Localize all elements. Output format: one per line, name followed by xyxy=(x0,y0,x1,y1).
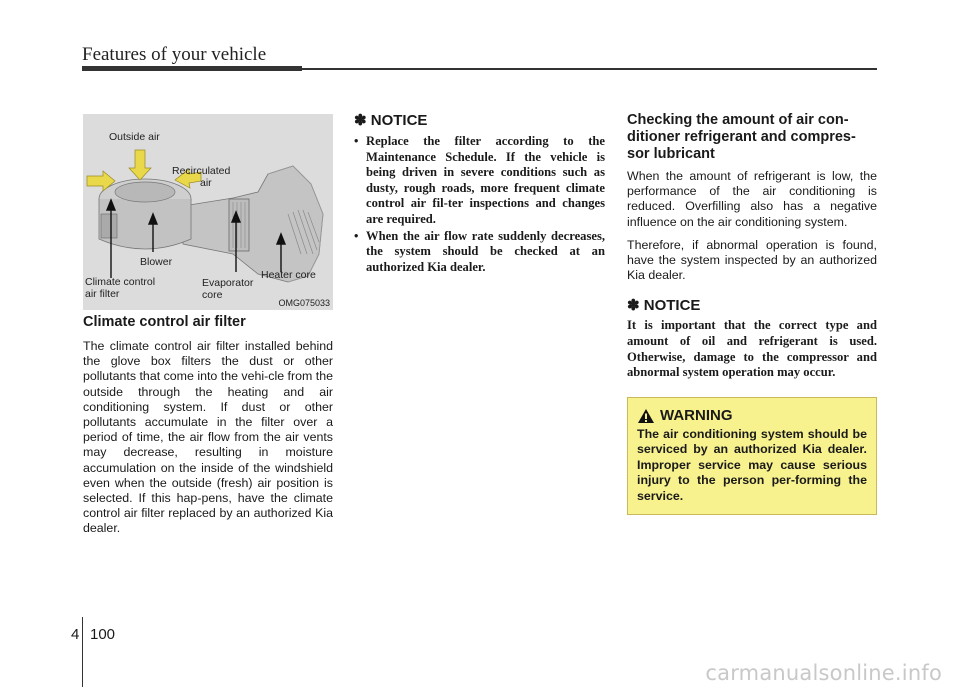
notice-title: ✽ NOTICE xyxy=(354,112,428,129)
notice-item: • Replace the filter according to the Maintenance Schedule. If the vehicle is being driven in severe conditions such as dusty, rough roads, more frequent climate control air fil-ter inspections and changes are required. xyxy=(354,134,605,228)
label-evaporator-line2: core xyxy=(202,289,223,301)
refrigerant-paragraph-2: Therefore, if abnormal operation is found, have the system inspected by an authorized Kia dealer. xyxy=(627,237,877,283)
watermark: carmanualsonline.info xyxy=(705,661,942,685)
air-filter-heading: Climate control air filter xyxy=(83,314,246,330)
notice-list xyxy=(354,134,605,275)
warning-box xyxy=(627,397,877,515)
warning-header xyxy=(637,407,867,424)
page-header-title: Features of your vehicle xyxy=(82,44,267,65)
notice-2-title: ✽ NOTICE xyxy=(627,297,701,315)
label-recirculated-line1: Recirculated xyxy=(172,165,231,177)
column-2 xyxy=(354,112,605,276)
label-evaporator-line1: Evaporator xyxy=(202,277,254,289)
label-filter-line2: air filter xyxy=(85,288,120,300)
figure-code: OMG075033 xyxy=(278,298,330,308)
column-1 xyxy=(83,314,333,545)
label-blower: Blower xyxy=(140,256,173,268)
label-outside-air: Outside air xyxy=(109,131,160,143)
notice-2-text: It is important that the correct type and amount of oil and refrigerant is used. Otherwise, damage to the compressor and abnormal system operation may occur. xyxy=(627,318,877,380)
chapter-number: 4 xyxy=(71,626,80,643)
page-number: 100 xyxy=(90,626,116,643)
label-recirculated-line2: air xyxy=(200,177,212,189)
warning-triangle-icon xyxy=(637,408,655,424)
column-3 xyxy=(627,112,877,381)
warning-title: WARNING xyxy=(660,407,733,424)
notice-item: • When the air flow rate suddenly decreases, the system should be checked at an authorized Kia dealer. xyxy=(354,229,605,276)
label-filter-line1: Climate control xyxy=(85,276,156,288)
refrigerant-heading: Checking the amount of air con-ditioner refrigerant and compres-sor lubricant xyxy=(627,112,856,162)
air-filter-paragraph: The climate control air filter installed behind the glove box filters the dust or other pollutants that come into the vehi-cle from the outside through the heating and air conditioning system. If dust or other pollutants accumulate in the filter over a period of time, the air flow from the air vents may decrease, resulting in moisture accumulation on the inside of the windshield even when the outside (fresh) air position is selected. If this hap-pens, have the climate control air filter replaced by an authorized Kia dealer. xyxy=(83,339,334,536)
footer-divider xyxy=(82,617,83,687)
header-rule xyxy=(82,68,877,70)
refrigerant-paragraph-1: When the amount of refrigerant is low, the performance of the air conditioning is reduced. Overfilling also has a negative influence on the air conditioning system. xyxy=(627,169,877,229)
air-filter-diagram xyxy=(83,114,333,310)
label-heater-core: Heater core xyxy=(261,269,316,281)
warning-text: The air conditioning system should be serviced by an authorized Kia dealer. Improper service may cause serious injury to the person per-forming the service. xyxy=(637,427,867,503)
